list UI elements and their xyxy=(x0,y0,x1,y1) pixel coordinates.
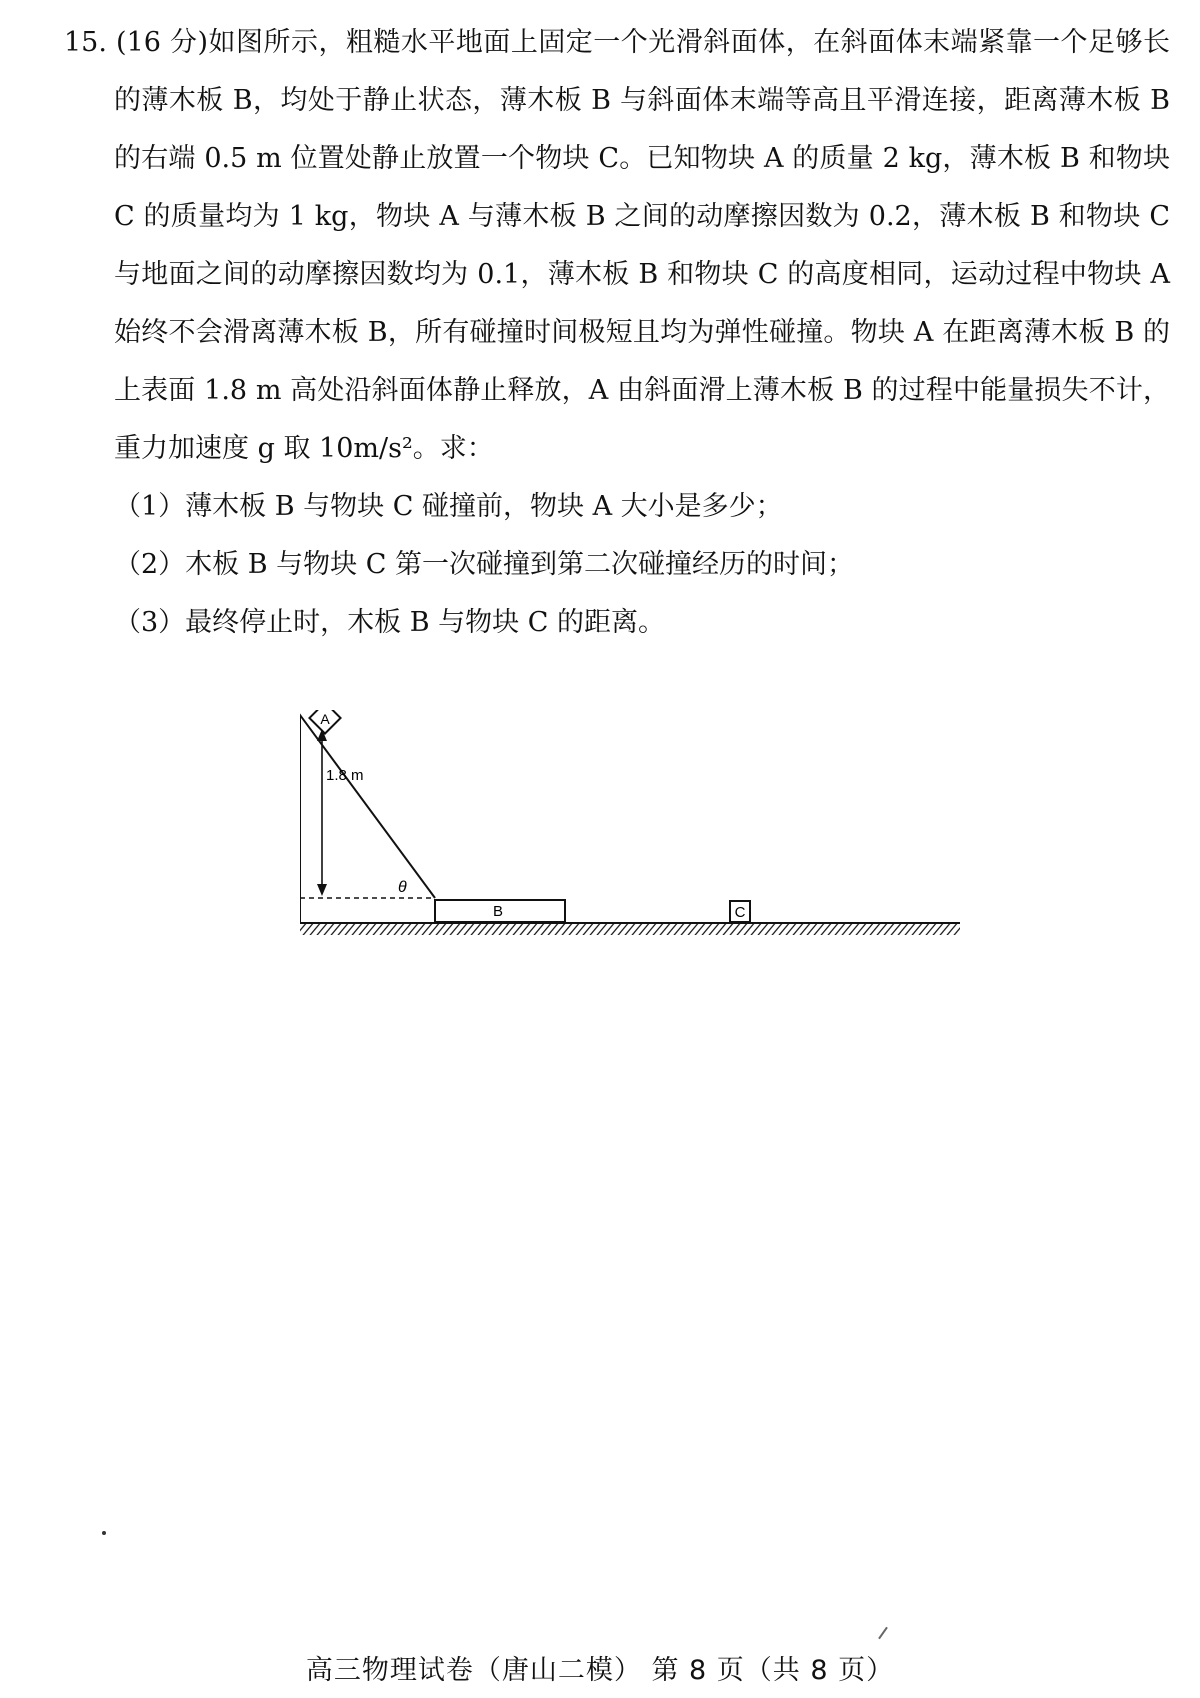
board-b xyxy=(435,900,565,922)
stray-dot xyxy=(102,1531,106,1535)
ground xyxy=(300,923,960,935)
question-list xyxy=(64,478,1170,652)
problem-score: (16 分) xyxy=(116,27,209,58)
problem-15 xyxy=(64,14,1170,652)
block-c xyxy=(730,901,750,922)
height-arrow xyxy=(317,729,364,896)
problem-text: 如图所示，粗糙水平地面上固定一个光滑斜面体，在斜面体末端紧靠一个足够长的薄木板 B，均处于静止状态，薄木板 B 与斜面体末端等高且平滑连接，距离薄木板 B 的右端 0.5 m 位置处静止放置一个物块 C。已知物块 A 的质量 2 kg，薄木板 B 和物块 C 的质量均为 1 kg，物块 A 与薄木板 B 之间的动摩擦因数为 0.2，薄木板 B 和物块 C 与地面之间的动摩擦因数均为 0.1，薄木板 B 和物块 C 的高度相同，运动过程中物块 A 始终不会滑离薄木板 B，所有碰撞时间极短且均为弹性碰撞。物块 A 在距离薄木板 B 的上表面 1.8 m 高处沿斜面体静止释放，A 由斜面滑上薄木板 B 的过程中能量损失不计，重力加速度 g 取 10m/s²。求： xyxy=(114,27,1170,464)
angle-label: θ xyxy=(398,879,407,896)
pen-mark xyxy=(878,1627,888,1640)
physics-diagram xyxy=(300,710,960,945)
question-1: （1）薄木板 B 与物块 C 碰撞前，物块 A 大小是多少； xyxy=(114,491,783,522)
board-b-label: B xyxy=(492,903,504,920)
problem-stem xyxy=(64,14,1170,478)
problem-number: 15. xyxy=(64,27,107,58)
block-a-label: A xyxy=(320,711,330,727)
footer-title: 高三物理试卷（唐山二模） xyxy=(305,1655,642,1686)
diagram-svg xyxy=(300,710,960,945)
height-label: 1.8 m xyxy=(326,767,364,784)
question-2: （2）木板 B 与物块 C 第一次碰撞到第二次碰撞经历的时间； xyxy=(114,549,855,580)
question-3: （3）最终停止时，木板 B 与物块 C 的距离。 xyxy=(114,607,666,638)
page-footer xyxy=(0,1648,1200,1687)
block-a xyxy=(309,710,340,734)
block-c-label: C xyxy=(734,904,746,921)
footer-page: 第 8 页（共 8 页） xyxy=(651,1655,895,1686)
